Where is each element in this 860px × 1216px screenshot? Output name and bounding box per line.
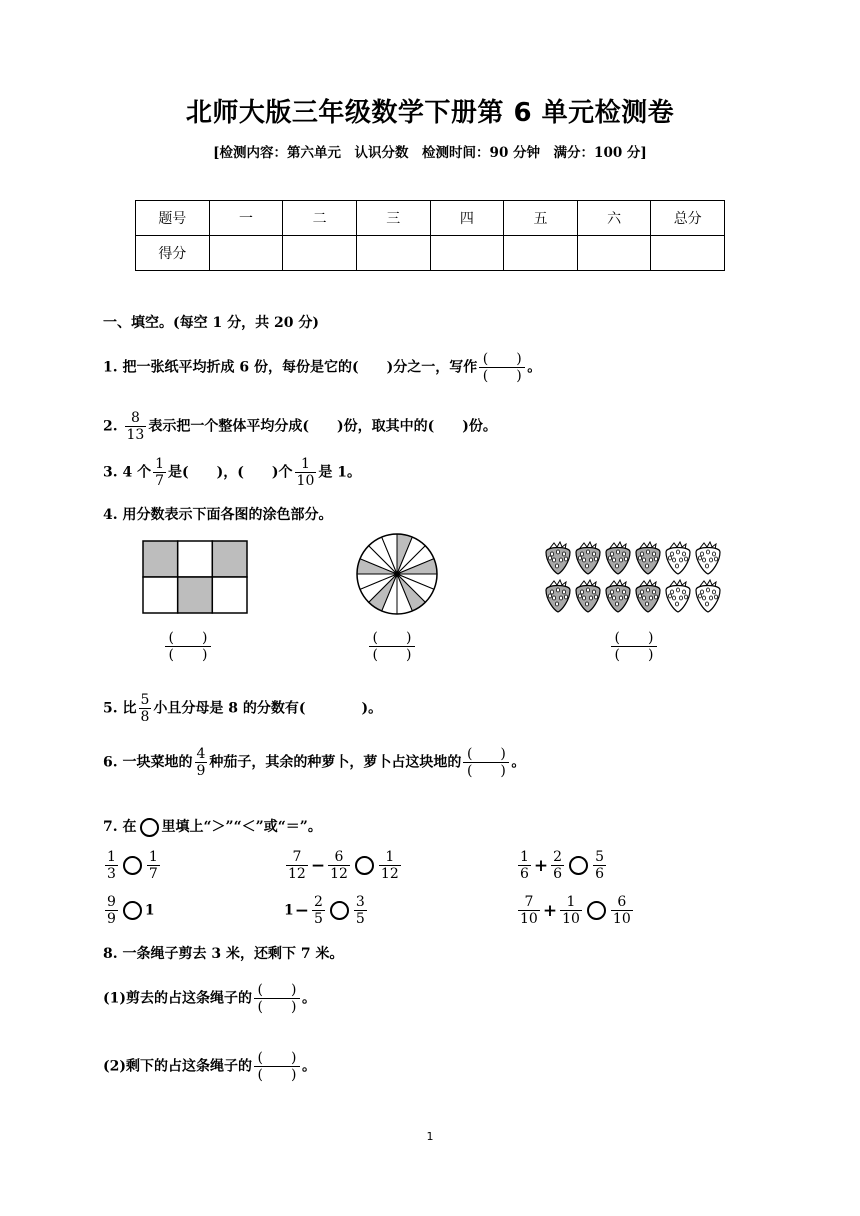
question-2: 2. $\frac{8}{13}$ 表示把一个整体平均分成( )份，取其中的( )份。 bbox=[103, 410, 497, 443]
page-number: 1 bbox=[426, 1130, 434, 1143]
header-cell: 二 bbox=[283, 201, 357, 236]
answer-circle[interactable] bbox=[123, 901, 142, 920]
test-info: [检测内容：第六单元 认识分数 检测时间：90 分钟 满分：100 分] bbox=[213, 145, 647, 161]
strawberry-icon bbox=[666, 580, 690, 612]
question-7: 7. 在 里填上“＞”“＜”或“＝”。 bbox=[103, 819, 322, 835]
question-4: 4. 用分数表示下面各图的涂色部分。 bbox=[103, 507, 333, 523]
answer-fraction[interactable]: $\frac{( )}{( )}$ bbox=[479, 351, 525, 384]
answer-circle[interactable] bbox=[355, 856, 374, 875]
question-3: 3. 4 个 $\frac{1}{7}$ 是( )，( )个 $\frac{1}{10}$ 是 1。 bbox=[103, 456, 361, 489]
grid-cell bbox=[143, 577, 178, 613]
strawberry-icon bbox=[666, 542, 690, 574]
question-6: 6. 一块菜地的 $\frac{4}{9}$ 种茄子，其余的种萝卜，萝卜占这块地的 $\frac{( )}{( )}$ 。 bbox=[103, 746, 526, 779]
circle-sector-figure bbox=[355, 532, 439, 616]
page-title: 北师大版三年级数学下册第 6 单元检测卷 bbox=[185, 98, 675, 128]
circle-icon bbox=[140, 818, 159, 837]
fraction: $\frac{1}{7}$ bbox=[155, 456, 165, 489]
grid-cell-shaded bbox=[143, 541, 178, 577]
fraction: $\frac{1}{10}$ bbox=[296, 456, 315, 489]
question-8-part-2: (2)剩下的占这条绳子的 $\frac{( )}{( )}$ 。 bbox=[103, 1050, 316, 1083]
strawberry-icon bbox=[696, 580, 720, 612]
header-cell: 四 bbox=[430, 201, 504, 236]
header-cell: 总分 bbox=[651, 201, 725, 236]
strawberry-icon bbox=[576, 542, 600, 574]
question-5: 5. 比 $\frac{5}{8}$ 小且分母是 8 的分数有( )。 bbox=[103, 692, 383, 725]
grid-cell-shaded bbox=[212, 541, 247, 577]
answer-fraction[interactable]: $\frac{( )}{( )}$ bbox=[254, 1050, 300, 1083]
answer-circle[interactable] bbox=[123, 856, 142, 875]
q1-text: 1. 把一张纸平均折成 6 份，每份是它的( )分之一，写作 bbox=[103, 359, 478, 376]
question-8-part-1: (1)剪去的占这条绳子的 $\frac{( )}{( )}$ 。 bbox=[103, 982, 316, 1015]
grid-cell bbox=[178, 541, 213, 577]
answer-fraction[interactable]: $\frac{( )}{( )}$ bbox=[463, 746, 509, 779]
score-cell[interactable] bbox=[577, 236, 651, 271]
score-cell[interactable] bbox=[356, 236, 430, 271]
rectangle-grid-figure bbox=[142, 540, 248, 614]
compare-item: $\frac{1}{3}$ $\frac{1}{7}$ bbox=[107, 849, 158, 882]
score-label: 得分 bbox=[136, 236, 210, 271]
strawberry-icon bbox=[636, 542, 660, 574]
question-1: 1. 把一张纸平均折成 6 份，每份是它的( )分之一，写作 $\frac{( )}{( )}$ 。 bbox=[103, 351, 542, 384]
header-cell: 五 bbox=[504, 201, 578, 236]
score-cell[interactable] bbox=[504, 236, 578, 271]
question-8: 8. 一条绳子剪去 3 米，还剩下 7 米。 bbox=[103, 946, 344, 962]
score-table bbox=[135, 200, 725, 271]
answer-fraction[interactable]: $\frac{( )}{( )}$ bbox=[254, 982, 300, 1015]
compare-item: $\frac{7}{10}$ + $\frac{1}{10}$ $\frac{6}{10}$ bbox=[520, 894, 631, 927]
strawberry-icon bbox=[546, 542, 570, 574]
section-heading: 一、填空。(每空 1 分，共 20 分) bbox=[103, 315, 319, 331]
score-cell[interactable] bbox=[651, 236, 725, 271]
header-cell: 一 bbox=[209, 201, 283, 236]
answer-3[interactable]: $\frac{( )}{( )}$ bbox=[609, 630, 659, 663]
strawberry-icon bbox=[546, 580, 570, 612]
strawberry-icon bbox=[606, 580, 630, 612]
compare-item: $\frac{7}{12}$ − $\frac{6}{12}$ $\frac{1}{12}$ bbox=[288, 849, 399, 882]
compare-item: $\frac{1}{6}$ + $\frac{2}{6}$ $\frac{5}{6}$ bbox=[520, 849, 605, 882]
score-cell[interactable] bbox=[283, 236, 357, 271]
compare-item: 1− $\frac{2}{5}$ $\frac{3}{5}$ bbox=[284, 894, 365, 927]
answer-2[interactable]: $\frac{( )}{( )}$ bbox=[367, 630, 417, 663]
header-cell: 六 bbox=[577, 201, 651, 236]
score-cell[interactable] bbox=[209, 236, 283, 271]
compare-item: $\frac{9}{9}$ 1 bbox=[107, 894, 155, 927]
strawberry-icon bbox=[576, 580, 600, 612]
strawberry-icon bbox=[696, 542, 720, 574]
header-cell: 题号 bbox=[136, 201, 210, 236]
strawberry-icon bbox=[606, 542, 630, 574]
strawberry-icon bbox=[636, 580, 660, 612]
answer-circle[interactable] bbox=[587, 901, 606, 920]
grid-cell-shaded bbox=[178, 577, 213, 613]
header-cell: 三 bbox=[356, 201, 430, 236]
answer-1[interactable]: $\frac{( )}{( )}$ bbox=[163, 630, 213, 663]
grid-cell bbox=[212, 577, 247, 613]
answer-circle[interactable] bbox=[569, 856, 588, 875]
score-cell[interactable] bbox=[430, 236, 504, 271]
answer-circle[interactable] bbox=[330, 901, 349, 920]
strawberry-figure bbox=[540, 538, 726, 618]
fraction: $\frac{8}{13}$ bbox=[126, 410, 145, 443]
